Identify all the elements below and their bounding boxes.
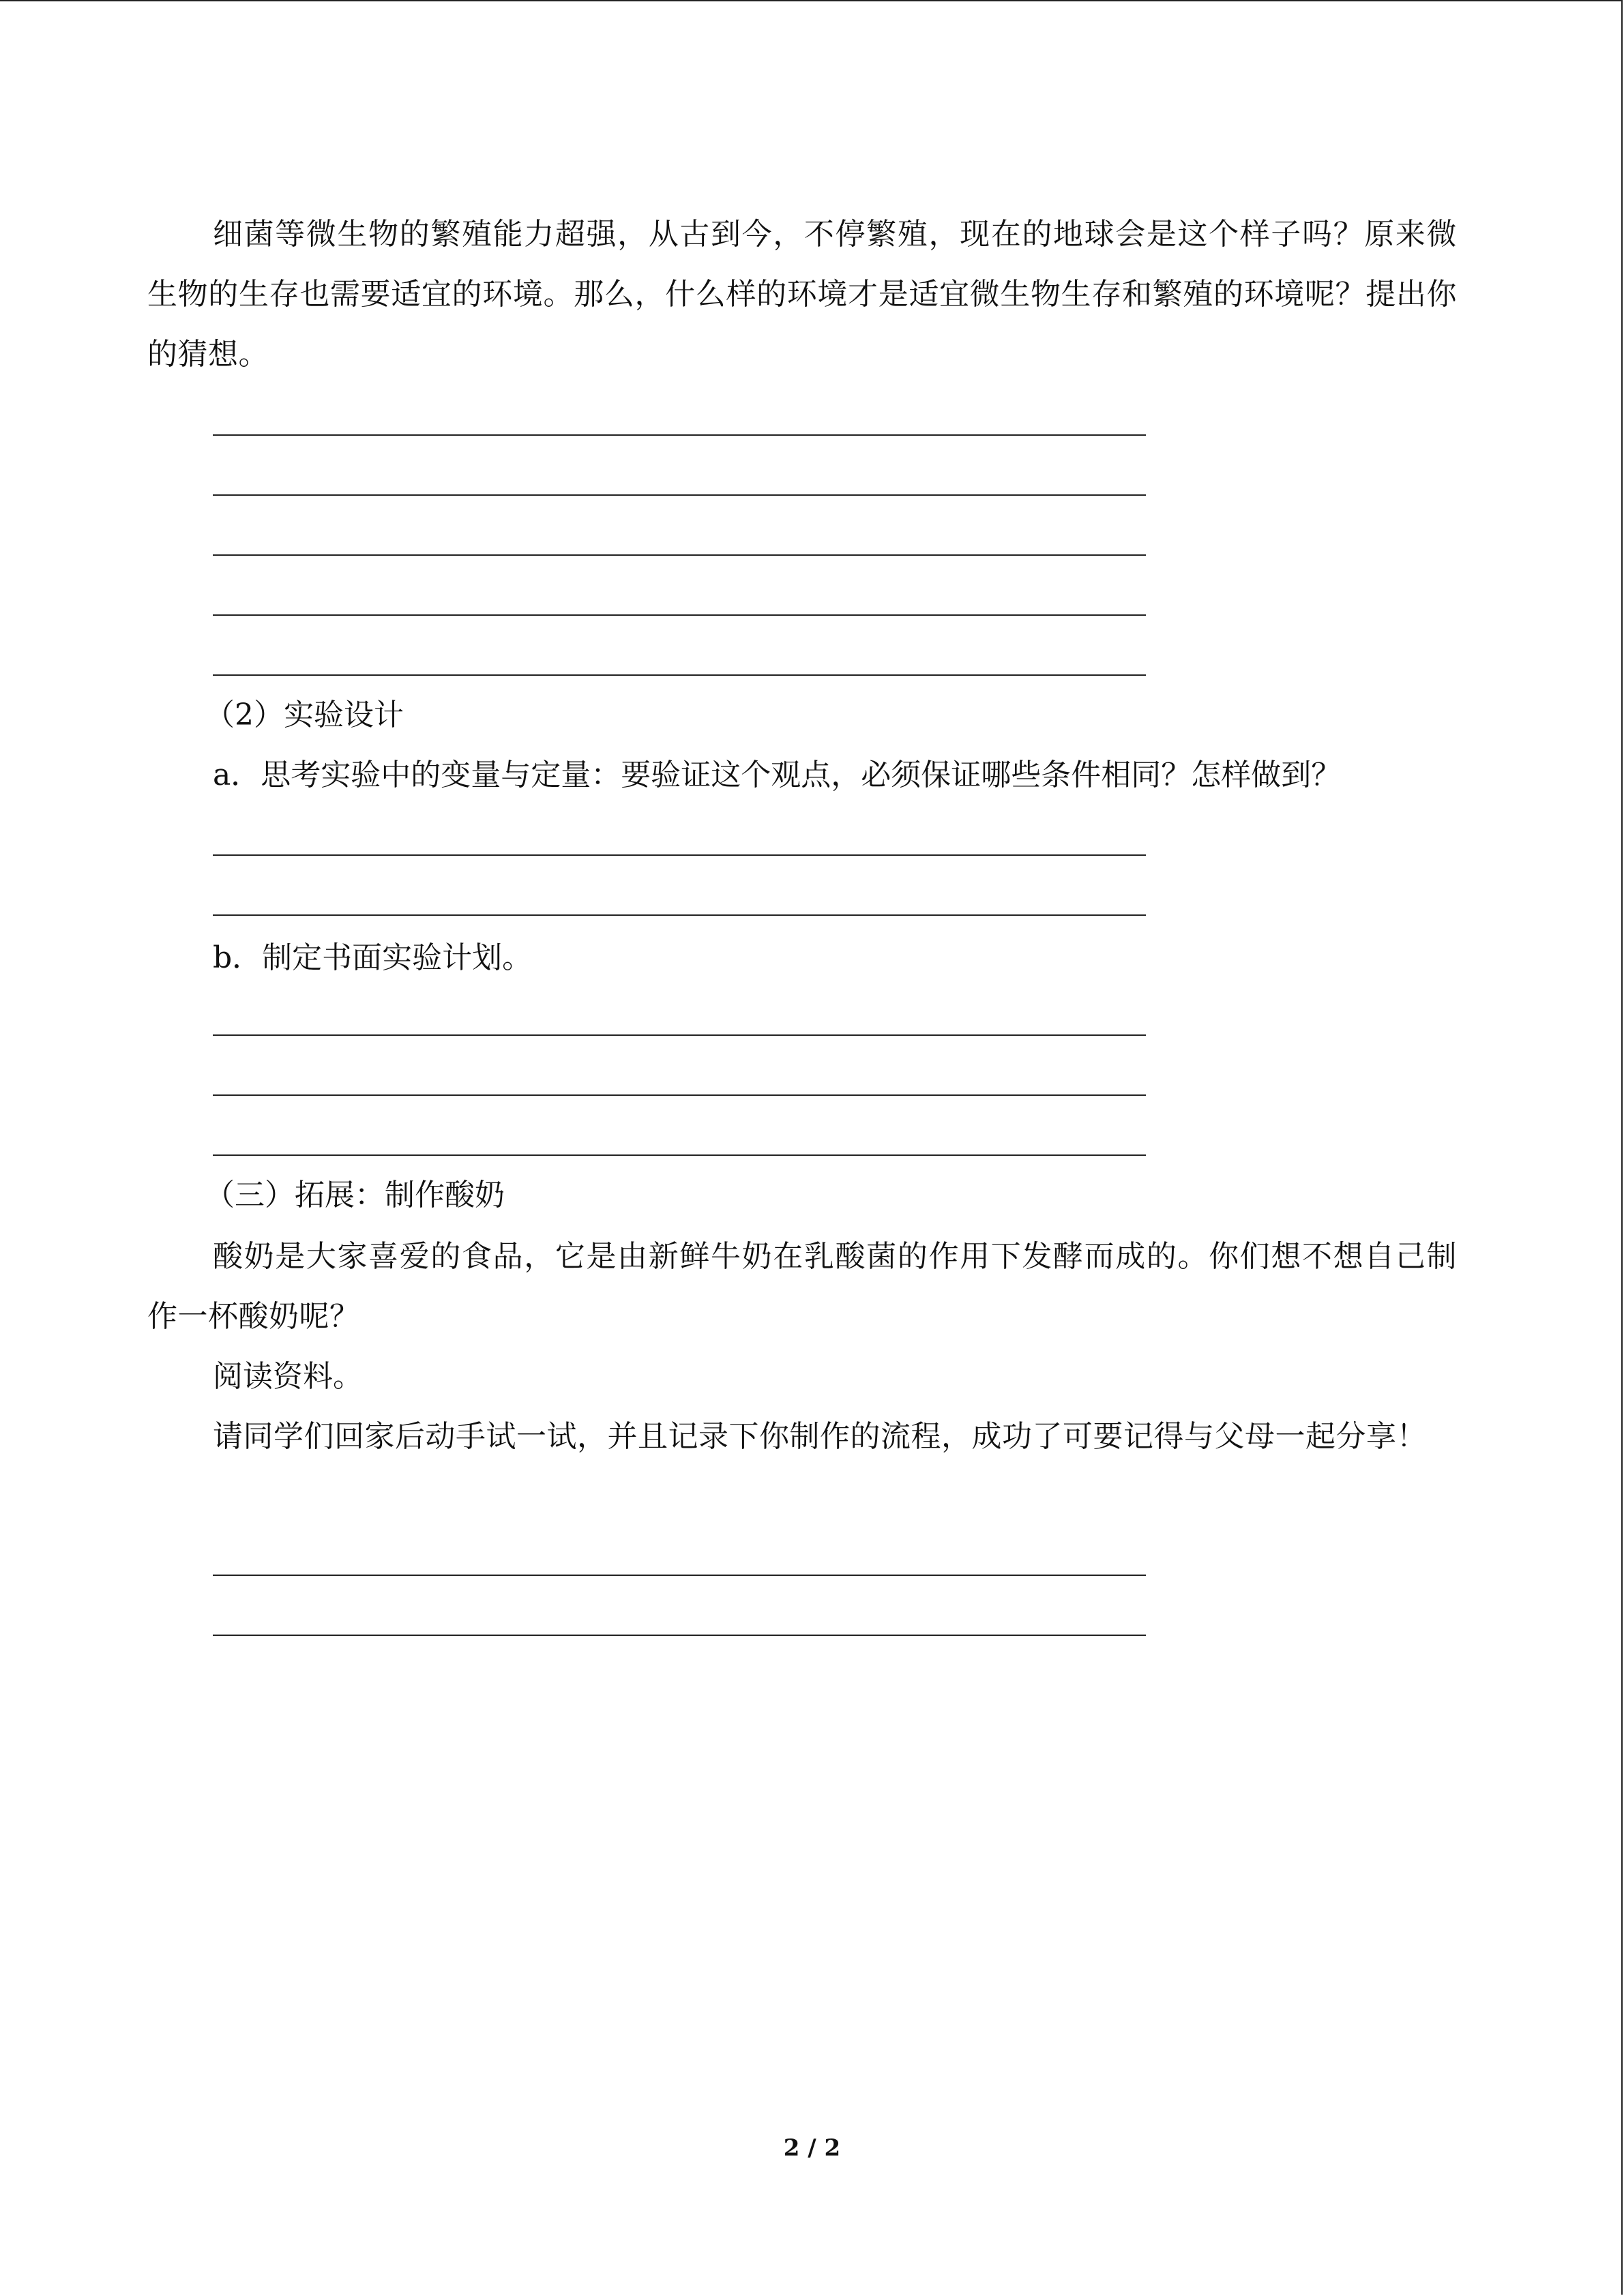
item-a-text: a．思考实验中的变量与定量：要验证这个观点，必须保证哪些条件相同？怎样做到？ <box>213 758 1342 792</box>
answer-line[interactable] <box>213 494 1146 496</box>
yogurt-paragraph: 酸奶是大家喜爱的食品，它是由新鲜牛奶在乳酸菌的作用下发酵而成的。你们想不想自己制作一杯酸奶呢？ <box>147 1239 1457 1334</box>
section-3-heading: （三）拓展：制作酸奶 <box>205 1178 505 1212</box>
page-number: 2 / 2 <box>783 2134 841 2162</box>
answer-line[interactable] <box>213 614 1146 616</box>
answer-line[interactable] <box>213 1094 1146 1096</box>
section-2-heading: （2）实验设计 <box>205 698 404 732</box>
item-b-text: b．制定书面实验计划。 <box>213 940 533 975</box>
answer-line[interactable] <box>213 674 1146 676</box>
read-material-text: 阅读资料。 <box>213 1359 363 1394</box>
answer-line[interactable] <box>213 554 1146 556</box>
answer-line[interactable] <box>213 1575 1146 1576</box>
answer-line[interactable] <box>213 1635 1146 1636</box>
answer-line[interactable] <box>213 434 1146 436</box>
answer-line[interactable] <box>213 1154 1146 1156</box>
home-paragraph: 请同学们回家后动手试一试，并且记录下你制作的流程，成功了可要记得与父母一起分享！ <box>213 1419 1427 1454</box>
answer-line[interactable] <box>213 1034 1146 1036</box>
answer-line[interactable] <box>213 854 1146 856</box>
intro-paragraph: 细菌等微生物的繁殖能力超强，从古到今，不停繁殖，现在的地球会是这个样子吗？原来微生物的生存也需要适宜的环境。那么，什么样的环境才是适宜微生物生存和繁殖的环境呢？提出你的猜想。 <box>147 217 1457 372</box>
answer-line[interactable] <box>213 914 1146 916</box>
